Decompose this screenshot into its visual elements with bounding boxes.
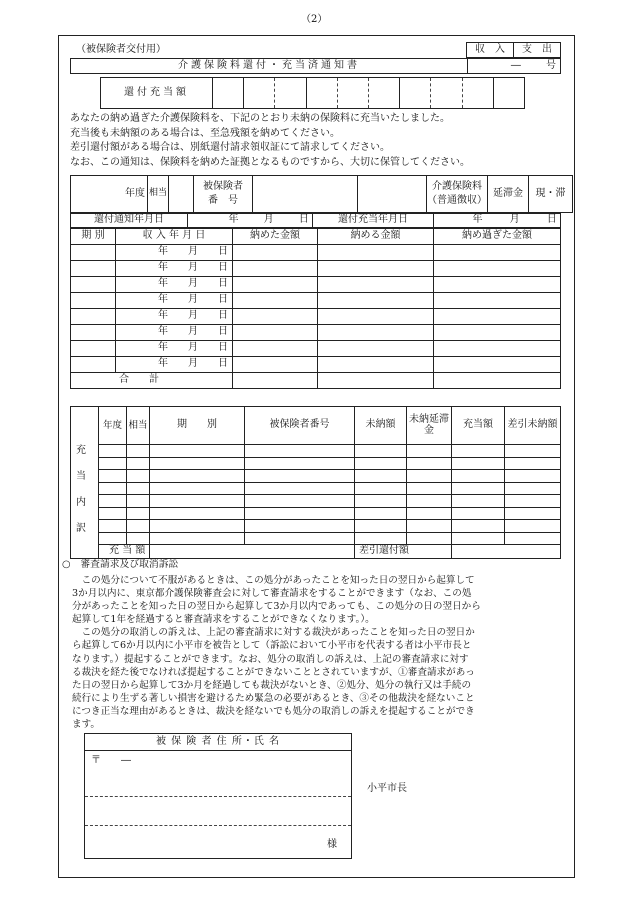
intro-line: 差引還付額がある場合は、別紙還付請求領収証にて請求してください。 bbox=[70, 142, 390, 153]
col-paid: 納めた金額 bbox=[233, 229, 318, 245]
insured-number-label: 被保険者 bbox=[203, 181, 243, 192]
payments-table bbox=[70, 228, 561, 389]
table-row: 年 月 日 bbox=[71, 325, 561, 341]
honorific: 様 bbox=[327, 839, 337, 850]
appeal-line: た日の翌日から起算して3か月を経過しても裁決がないとき、②処分、処分の執行又は手続の bbox=[72, 679, 472, 691]
table-row: 年 月 日 bbox=[71, 309, 561, 325]
table-row bbox=[71, 457, 561, 470]
document-title: 介護保険料還付・充当済通知書 bbox=[71, 59, 468, 74]
receipt-out: 支 出 bbox=[514, 43, 561, 58]
table-row: 年 月 日 bbox=[71, 293, 561, 309]
total-label: 合 計 bbox=[71, 373, 233, 389]
table-row bbox=[71, 507, 561, 520]
status-label: 現・滞 bbox=[529, 176, 573, 213]
table-row bbox=[71, 495, 561, 508]
appeal-line: 3か月以内に、東京都介護保険審査会に対して審査請求をすることができます（なお、この処 bbox=[72, 588, 472, 600]
intro-line: なお、この通知は、保険料を納めた証拠となるものですから、大切に保管してください。 bbox=[70, 156, 470, 168]
col-soutou: 相当 bbox=[127, 407, 150, 445]
receipt-box bbox=[466, 42, 561, 58]
appeal-line: 分があったことを知った日の翌日から起算して3か月以内であっても、この処分の日の翌日から bbox=[72, 601, 481, 613]
year-label: 年度 bbox=[71, 176, 148, 213]
table-row: 年 月 日 bbox=[71, 261, 561, 277]
col-year: 年度 bbox=[99, 407, 127, 445]
table-row bbox=[71, 520, 561, 533]
table-row bbox=[71, 532, 561, 545]
notice-date-row: 還付通知年月日 年 月 日 還付充当年月日 年 月 日 bbox=[70, 213, 561, 228]
appeal-line: につき正当な理由があるときは、裁決を経ないでも処分の取消しの訴えを提起することができ bbox=[72, 705, 475, 717]
appeal-line: ます。 bbox=[72, 719, 101, 731]
col-unpaid: 未納額 bbox=[355, 407, 407, 445]
col-due: 納める金額 bbox=[318, 229, 434, 245]
refund-amount-label: 還付充当額 bbox=[101, 78, 213, 109]
soutou-label: 相当 bbox=[148, 176, 169, 213]
col-applied: 充当額 bbox=[452, 407, 505, 445]
receipt-in: 収 入 bbox=[467, 43, 514, 58]
col-period: 期 別 bbox=[150, 407, 245, 445]
col-insured-number: 被保険者番号 bbox=[245, 407, 355, 445]
intro-line: 充当後も未納額のある場合は、至急残額を納めてください。 bbox=[70, 127, 340, 139]
table-row: 年 月 日 bbox=[71, 357, 561, 373]
table-row bbox=[71, 470, 561, 483]
info-table: 年度 相当 被保険者 番 号 介護保険料 （普通徴収） 延滞金 現・滞 bbox=[70, 175, 573, 213]
table-row: 年 月 日 bbox=[71, 341, 561, 357]
number-suffix: 号 bbox=[546, 59, 556, 71]
intro-line: あなたの納め過ぎた介護保険料を、下記のとおり未納の保険料に充当いたしました。 bbox=[70, 113, 450, 124]
issuer: 小平市長 bbox=[367, 783, 407, 794]
title-row bbox=[70, 58, 561, 74]
table-row bbox=[71, 445, 561, 458]
allocation-total-row bbox=[71, 545, 561, 559]
appeal-line: 続行により生ずる著しい損害を避けるため緊急の必要があるとき、③その他裁決を経ないこと bbox=[72, 692, 475, 704]
appeal-line: る裁決を経た後でなければ提起することができないこととされていますが、①審査請求があっ bbox=[72, 666, 475, 678]
address-box bbox=[84, 733, 352, 859]
page-number: （2） bbox=[301, 14, 328, 25]
col-overpaid: 納め過ぎた金額 bbox=[434, 229, 561, 245]
postal-mark: 〒 ― bbox=[91, 755, 131, 766]
appeal-line: 起算して1年を経過すると審査請求をすることができなくなります。）。 bbox=[72, 614, 375, 626]
number-dash: ― bbox=[510, 59, 521, 71]
table-row bbox=[71, 482, 561, 495]
refund-amount-box bbox=[100, 77, 525, 109]
refund-notice-date-label: 還付通知年月日 bbox=[71, 214, 188, 228]
col-receipt-date: 収 入 年 月 日 bbox=[116, 229, 233, 245]
col-unpaid-late-fee: 未納延滞金 bbox=[407, 407, 452, 445]
appeal-line: なります。）提起することができます。なお、処分の取消しの訴えは、上記の審査請求に対す bbox=[72, 653, 469, 665]
copy-label: （被保険者交付用） bbox=[76, 44, 166, 55]
applied-total-label: 充 当 額 bbox=[99, 545, 150, 559]
premium-label: 介護保険料 bbox=[432, 181, 482, 192]
net-refund-label: 差引還付額 bbox=[355, 545, 452, 559]
col-net-unpaid: 差引未納額 bbox=[505, 407, 561, 445]
allocation-side-text: 充 当 内 訳 bbox=[76, 445, 86, 534]
refund-applied-date-label: 還付充当年月日 bbox=[313, 214, 434, 228]
col-period: 期 別 bbox=[71, 229, 116, 245]
address-box-title: 被 保 険 者 住 所・氏 名 bbox=[85, 734, 351, 751]
intro-text bbox=[70, 112, 570, 170]
table-row: 年 月 日 bbox=[71, 277, 561, 293]
appeal-line: この処分の取消しの訴えは、上記の審査請求に対する裁決があったことを知った日の翌日か bbox=[72, 627, 475, 639]
total-row bbox=[71, 373, 561, 389]
table-row: 年 月 日 bbox=[71, 245, 561, 261]
appeal-line: ら起算して6か月以内に小平市を被告として（訴訟において小平市を代表する者は小平市長と bbox=[72, 640, 472, 652]
late-fee-label: 延滞金 bbox=[488, 176, 529, 213]
appeal-line: この処分について不服があるときは、この処分があったことを知った日の翌日から起算して bbox=[72, 575, 475, 586]
allocation-table bbox=[70, 406, 561, 559]
appeal-title: ○ 審査請求及び取消訴訟 bbox=[62, 559, 179, 570]
appeal-text bbox=[72, 574, 572, 731]
